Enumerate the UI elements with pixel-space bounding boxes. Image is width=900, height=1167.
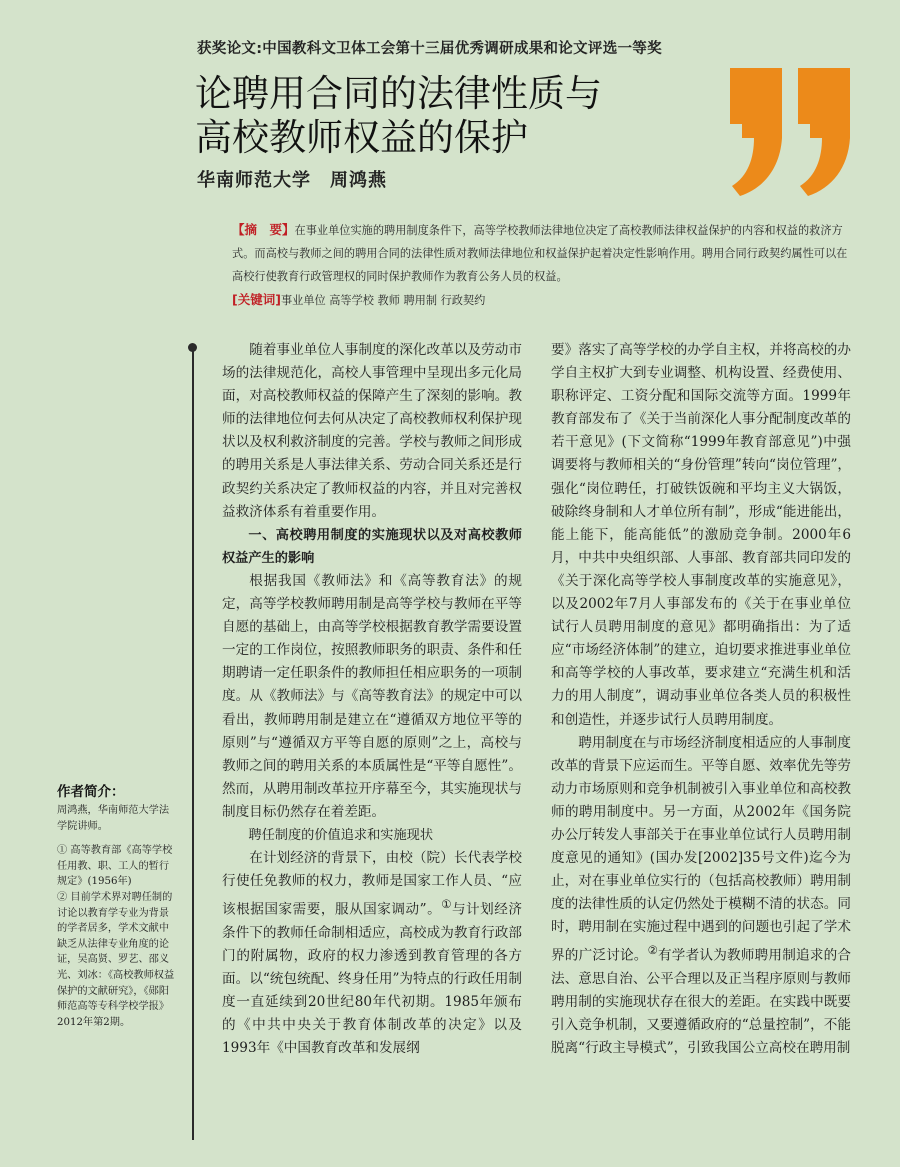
body-text: 与计划经济条件下的教师任命制相适应，高校成为教育行政部门的附属物，政府的权力渗透到教育管理的各方面。以“统包统配、终身任用”为特点的行政任用制度一直延续到20世纪80年代初期。1985年颁布的《中共中央关于教育体制改革的决定》以及1993年《中国教育改革和发展纲 bbox=[222, 901, 523, 1057]
body-paragraph: 随着事业单位人事制度的深化改革以及劳动市场的法律规范化，高校人事管理中呈现出多元化局面，对高校教师权益的保障产生了深刻的影响。教师的法律地位何去何从决定了高校教师权利保护现状以及权利救济制度的完善。学校与教师之间形成的聘用关系是人事法律关系、劳动合同关系还是行政契约关系决定了教师权益的内容，并且对完善权益救济体系有着重要作用。 bbox=[222, 342, 522, 520]
body-column-2 bbox=[551, 339, 851, 1060]
footnote-ref-1[interactable]: ① bbox=[441, 897, 452, 912]
footnote-2: ② 目前学术界对聘任制的讨论以教育学专业为背景的学者居多，学术文献中缺乏从法律专业角度的论证，吴高贤、罗艺、邵义光、刘冰：《高校教师权益保护的文献研究》，《郧阳师范高等专科学校学报》2012年第2期。 bbox=[57, 891, 175, 1028]
body-column-1 bbox=[222, 339, 522, 1060]
abstract-text: 在事业单位实施的聘用制度条件下，高等学校教师法律地位决定了高校教师法律权益保护的内容和权益的救济方式。而高校与教师之间的聘用合同的法律性质对教师法律地位和权益保护起着决定性影响作用。聘用合同行政契约属性可以在高校行使教育行政管理权的同时保护教师作为教育公务人员的权益。 bbox=[232, 224, 848, 283]
body-paragraph bbox=[222, 847, 522, 1060]
quote-mark-icon bbox=[730, 68, 855, 196]
abstract-block bbox=[232, 218, 854, 312]
author-bio: 周鸿燕，华南师范大学法学院讲师。 bbox=[57, 805, 170, 832]
title-line-2: 高校教师权益的保护 bbox=[195, 116, 528, 159]
keywords-row bbox=[232, 288, 854, 312]
author-line: 华南师范大学 周鸿燕 bbox=[197, 170, 387, 191]
keywords-label: [关键词] bbox=[232, 292, 281, 307]
award-line: 获奖论文:中国教科文卫体工会第十三届优秀调研成果和论文评选一等奖 bbox=[197, 41, 662, 57]
sidebar bbox=[57, 783, 175, 1030]
column-rule bbox=[192, 345, 194, 1140]
body-text: 聘用制度在与市场经济制度相适应的人事制度改革的背景下应运而生。平等自愿、效率优先等劳动力市场原则和竞争机制被引入事业单位和高校教师的聘用制度中。另一方面，从2002年《国务院办公厅转发人事部关于在事业单位试行人员聘用制度意见的通知》(国办发[2002]35号文件)迄今为止，对在事业单位实行的（包括高校教师）聘用制度的法律性质的认定仍然处于模糊不清的状态。同时，聘用制在实施过程中遇到的问题也引起了学术界的广泛讨论。 bbox=[551, 734, 851, 964]
body-paragraph: 根据我国《教师法》和《高等教育法》的规定，高等学校教师聘用制是高等学校与教师在平等自愿的基础上，由高等学校根据教育教学需要设置一定的工作岗位，按照教师职务的职责、条件和任期聘请一定任职条件的教师担任相应职务的一项制度。从《教师法》与《高等教育法》的规定中可以看出，教师聘用制是建立在“遵循双方地位平等的原则”与“遵循双方平等自愿的原则”之上，高校与教师之间的聘用关系的本质属性是“平等自愿性”。然而，从聘用制改革拉开序幕至今，其实施现状与制度目标仍然存在着差距。 bbox=[222, 572, 522, 820]
footnote-1: ① 高等教育部《高等学校任用教、职、工人的暂行规定》(1956年) bbox=[57, 845, 173, 888]
author-bio-heading: 作者简介： bbox=[57, 784, 125, 800]
subsection-heading: 聘任制度的价值追求和实施现状 bbox=[248, 827, 434, 843]
quote-glyph-right bbox=[798, 68, 850, 196]
body-paragraph: 要》落实了高等学校的办学自主权，并将高校的办学自主权扩大到专业调整、机构设置、经费使用、职称评定、工资分配和国际交流等方面。1999年教育部发布了《关于当前深化人事分配制度改革的若干意见》(下文简称“1999年教育部意见”)中强调要将与教师相关的“身份管理”转向“岗位管理”，强化“岗位聘任，打破铁饭碗和平均主义大锅饭，破除终身制和人才单位所有制”，形成“能进能出，能上能下，能高能低”的激励竞争制。2000年6月，中共中央组织部、人事部、教育部共同印发的《关于深化高等学校人事制度改革的实施意见》，以及2002年7月人事部发布的《关于在事业单位试行人员聘用制度的意见》都明确指出：为了适应“市场经济体制”的建立，迫切要求推进事业单位和高等学校的人事改革，要求建立“充满生机和活力的用人制度”，调动事业单位各类人员的积极性和创造性，并逐步试行人员聘用制度。 bbox=[551, 342, 851, 728]
footnote-ref-2[interactable]: ② bbox=[647, 943, 658, 958]
quote-glyph-left bbox=[730, 68, 782, 196]
body-text: 在计划经济的背景下，由校（院）长代表学校行使任免教师的权力，教师是国家工作人员、“应该根据国家需要，服从国家调动”。 bbox=[222, 850, 522, 918]
keywords-text: 事业单位 高等学校 教师 聘用制 行政契约 bbox=[280, 294, 486, 307]
body-text: 有学者认为教师聘用制追求的合法、意思自治、公平合理以及正当程序原则与教师聘用制的实施现状存在很大的差距。在实践中既要引入竞争机制，又要遵循政府的“总量控制”，不能脱离“行政主导模式”，引致我国公立高校在聘用制 bbox=[551, 947, 852, 1057]
article-title bbox=[195, 72, 715, 160]
body-paragraph bbox=[551, 732, 851, 1061]
section-heading: 一、高校聘用制度的实施现状以及对高校教师权益产生的影响 bbox=[222, 527, 522, 566]
abstract-paragraph bbox=[232, 218, 854, 288]
title-line-1: 论聘用合同的法律性质与 bbox=[195, 72, 602, 115]
abstract-label: 【摘 要】 bbox=[232, 222, 295, 237]
